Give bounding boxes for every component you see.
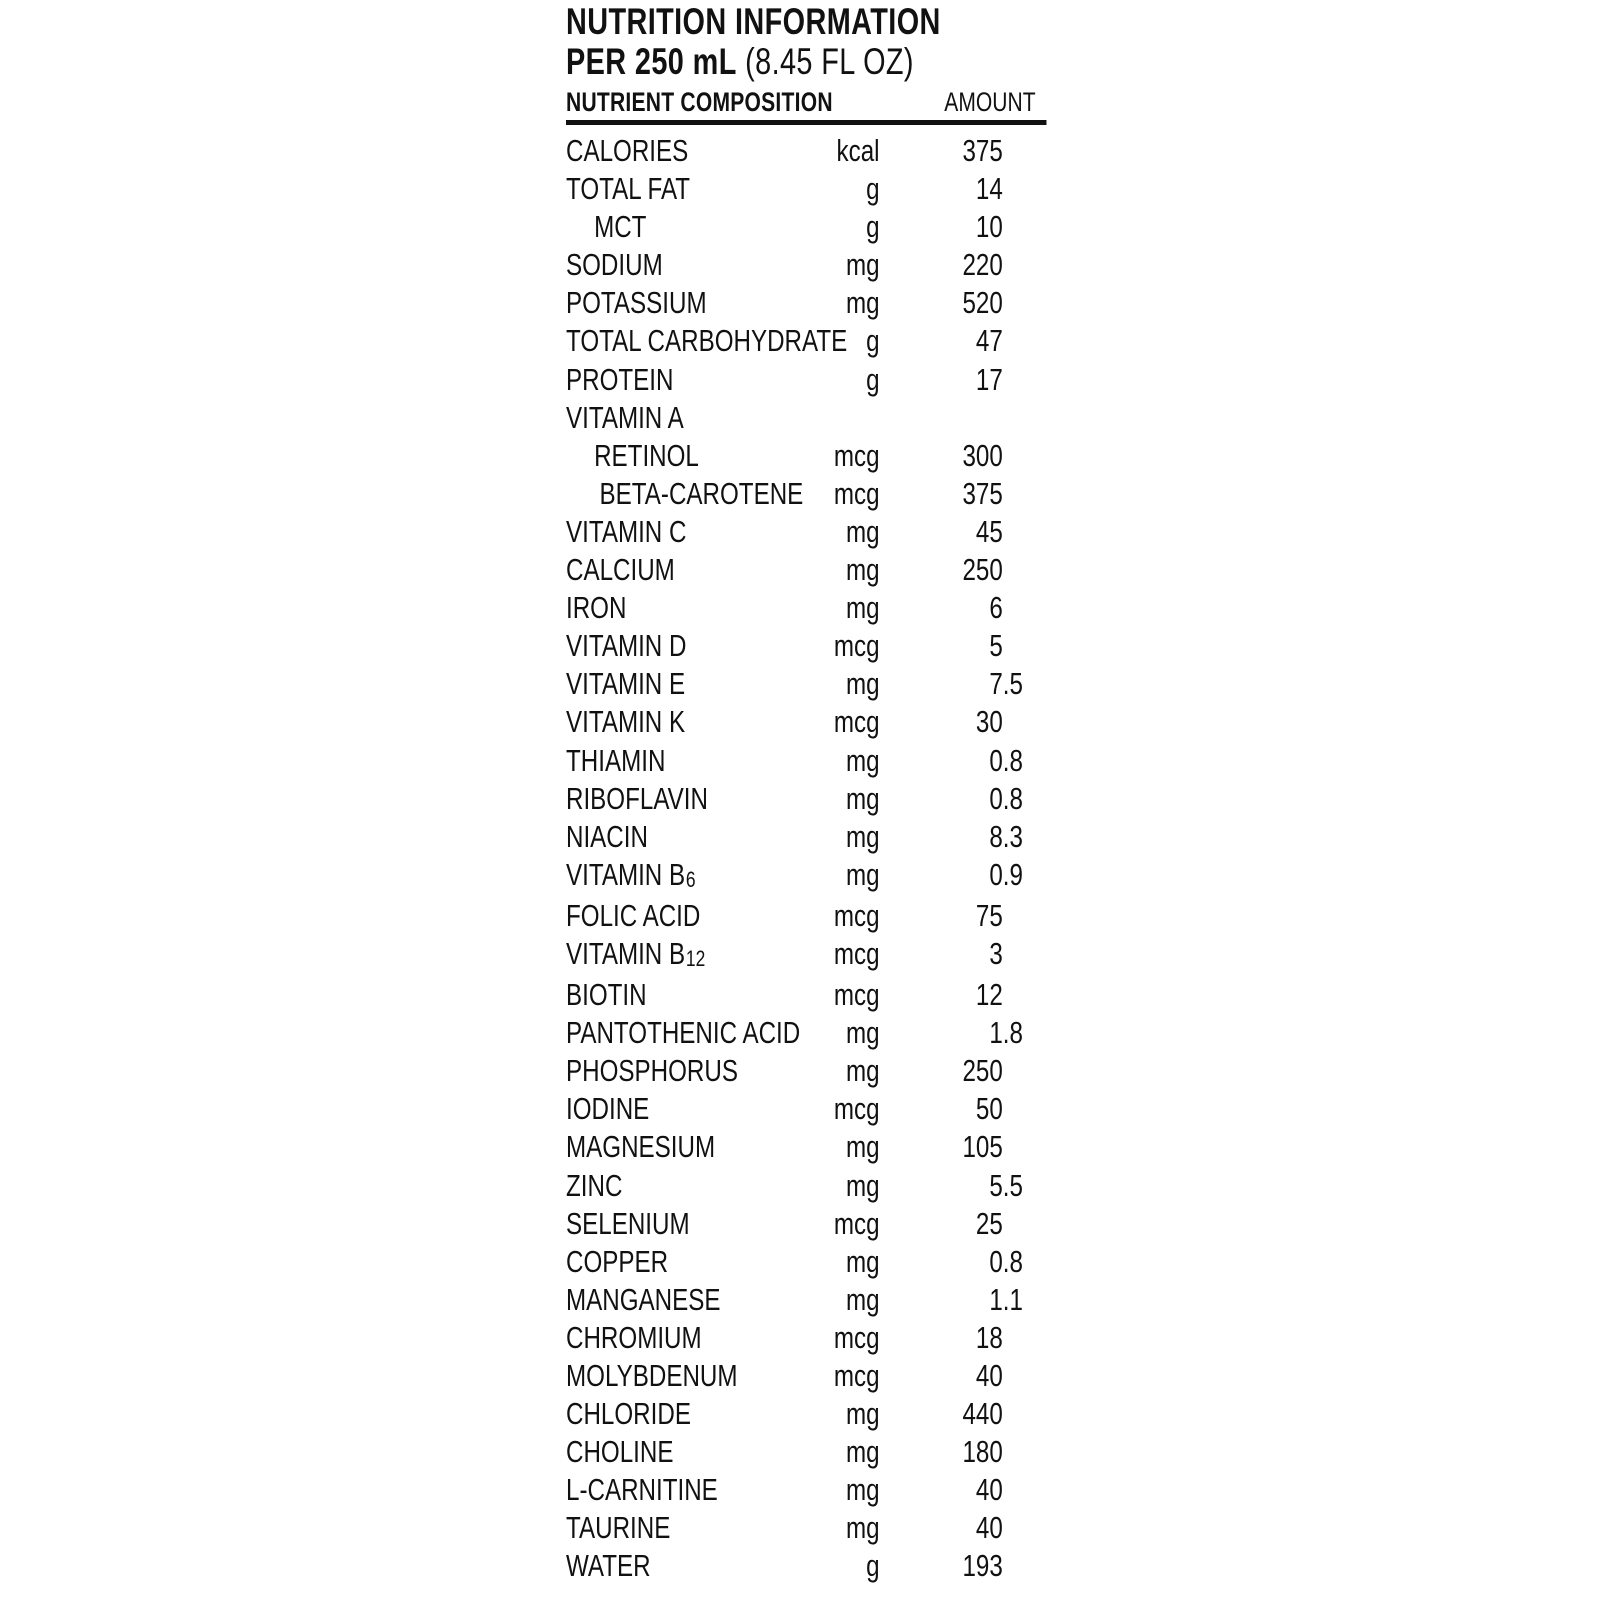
nutrient-name: SELENIUM [566, 1205, 690, 1241]
table-row [566, 170, 1046, 208]
table-row [566, 1243, 1046, 1281]
nutrient-unit: mg [845, 742, 880, 778]
nutrient-amount-whole: 45 [975, 513, 1003, 549]
nutrient-unit: mg [845, 666, 880, 702]
nutrient-unit: mg [845, 1167, 880, 1203]
nutrient-amount-whole: 17 [975, 361, 1003, 397]
nutrient-name: WATER [566, 1548, 651, 1584]
nutrient-name: CHLORIDE [566, 1396, 691, 1432]
nutrient-name: COPPER [566, 1243, 669, 1279]
nutrient-unit: g [866, 171, 880, 207]
nutrient-amount-whole: 0 [989, 856, 1003, 892]
nutrient-unit: mcg [833, 437, 880, 473]
nutrient-amount-whole: 250 [962, 1053, 1003, 1089]
nutrient-unit: mg [845, 1053, 880, 1089]
table-row [566, 627, 1046, 665]
nutrient-name: IRON [566, 590, 627, 626]
table-row [566, 780, 1046, 818]
nutrient-unit: mg [845, 1281, 880, 1317]
nutrient-amount-whole: 375 [962, 475, 1003, 511]
nutrient-amount-whole: 180 [962, 1434, 1003, 1470]
column-header-row [566, 87, 1046, 117]
table-row [566, 589, 1046, 627]
table-row [566, 208, 1046, 246]
nutrient-name: VITAMIN K [566, 704, 686, 740]
nutrient-amount-whole: 40 [975, 1510, 1003, 1546]
table-row [566, 284, 1046, 322]
table-row [566, 322, 1046, 360]
nutrient-table [566, 132, 1046, 1586]
nutrient-amount-fraction [1003, 170, 1047, 208]
nutrient-amount-fraction [1003, 322, 1047, 360]
nutrient-unit: mg [845, 247, 880, 283]
nutrient-name: RETINOL [594, 437, 699, 473]
nutrient-unit: mg [845, 1396, 880, 1432]
nutrient-name-subscript: 6 [685, 867, 696, 892]
nutrient-unit: mcg [833, 475, 880, 511]
nutrient-unit: mg [845, 1510, 880, 1546]
nutrient-amount-fraction [1003, 589, 1047, 627]
nutrient-name: TOTAL FAT [566, 171, 691, 207]
nutrient-unit: mcg [833, 628, 880, 664]
nutrition-label [566, 2, 1046, 1586]
nutrient-name: RIBOFLAVIN [566, 780, 708, 816]
nutrient-name: IODINE [566, 1091, 650, 1127]
nutrient-amount-whole: 0 [989, 742, 1003, 778]
nutrient-unit: mcg [833, 1319, 880, 1355]
nutrient-amount-whole: 440 [962, 1396, 1003, 1432]
nutrient-name: MOLYBDENUM [566, 1358, 738, 1393]
nutrient-unit: g [866, 1548, 880, 1584]
nutrient-name: POTASSIUM [566, 285, 707, 321]
table-row [566, 1547, 1046, 1585]
nutrient-amount-whole: 8 [989, 818, 1003, 854]
nutrient-amount-fraction [1003, 1547, 1047, 1585]
nutrient-amount-fraction [1003, 935, 1047, 976]
nutrient-amount-whole: 10 [975, 209, 1003, 245]
table-row [566, 976, 1046, 1014]
nutrient-name: TAURINE [566, 1510, 671, 1546]
nutrient-name: TOTAL CARBOHYDRATE [566, 323, 848, 359]
nutrient-name: CALCIUM [566, 552, 675, 588]
nutrient-amount-whole: 0 [989, 780, 1003, 816]
nutrient-name: PANTOTHENIC ACID [566, 1015, 801, 1051]
table-row [566, 132, 1046, 170]
table-row [566, 1052, 1046, 1090]
column-header-amount: AMOUNT [944, 87, 1036, 117]
table-row [566, 1395, 1046, 1433]
nutrient-amount-whole: 40 [975, 1358, 1003, 1393]
nutrient-amount-fraction [1003, 703, 1047, 741]
serving-size-regular: (8.45 FL OZ) [745, 41, 914, 82]
nutrient-amount-whole: 75 [975, 897, 1003, 933]
nutrient-amount-fraction [1003, 1357, 1047, 1395]
nutrient-amount-whole: 3 [989, 935, 1003, 971]
nutrient-amount-whole: 12 [975, 977, 1003, 1013]
nutrient-amount-fraction [1003, 1471, 1047, 1509]
nutrient-name: NIACIN [566, 818, 648, 854]
table-row [566, 1205, 1046, 1243]
nutrient-amount-whole: 5 [989, 628, 1003, 664]
nutrient-amount-fraction: .9 [1002, 856, 1023, 892]
nutrient-amount-whole: 520 [962, 285, 1003, 321]
nutrient-amount-whole: 300 [962, 437, 1003, 473]
nutrient-unit: mg [845, 1015, 880, 1051]
nutrient-amount-fraction: .8 [1002, 1243, 1023, 1279]
nutrient-amount-fraction [1003, 1433, 1047, 1471]
nutrient-amount-whole: 30 [975, 704, 1003, 740]
nutrient-unit: mcg [833, 935, 880, 971]
nutrient-name: BETA-CAROTENE [599, 475, 804, 511]
nutrient-amount-whole: 375 [962, 133, 1003, 168]
nutrient-unit: mg [845, 856, 880, 892]
nutrient-amount-whole: 18 [975, 1319, 1003, 1355]
nutrient-unit: g [866, 361, 880, 397]
nutrient-name: MANGANESE [566, 1281, 721, 1317]
nutrient-amount-fraction: .8 [1002, 742, 1023, 778]
nutrient-unit [794, 399, 880, 437]
serving-size-line [566, 42, 1046, 82]
nutrient-amount-fraction [1003, 437, 1047, 475]
nutrient-amount-fraction [1003, 513, 1047, 551]
nutrient-unit: mcg [833, 1358, 880, 1393]
nutrient-amount-fraction: .5 [1002, 666, 1023, 702]
table-row [566, 399, 1046, 437]
nutrient-amount-fraction [1003, 246, 1047, 284]
nutrient-amount-fraction [1003, 1205, 1047, 1243]
table-row [566, 246, 1046, 284]
nutrient-amount-fraction [1003, 1509, 1047, 1547]
table-row [566, 1319, 1046, 1357]
column-header-nutrient: NUTRIENT COMPOSITION [566, 87, 833, 117]
nutrient-unit: mg [845, 1129, 880, 1165]
nutrient-amount-whole: 14 [975, 171, 1003, 207]
nutrient-amount-whole: 220 [962, 247, 1003, 283]
table-row [566, 818, 1046, 856]
nutrient-amount-whole: 6 [989, 590, 1003, 626]
nutrient-amount-whole: 1 [989, 1015, 1003, 1051]
nutrient-amount-fraction [1003, 399, 1047, 437]
nutrient-amount-fraction: .8 [1002, 1015, 1023, 1051]
nutrient-amount-whole: 25 [975, 1205, 1003, 1241]
nutrient-amount-fraction [1003, 132, 1047, 170]
table-row [566, 513, 1046, 551]
table-row [566, 1167, 1046, 1205]
nutrient-amount-whole [880, 399, 1003, 437]
nutrient-name: VITAMIN E [566, 666, 686, 702]
nutrient-amount-fraction [1003, 627, 1047, 665]
nutrient-unit: mg [845, 1243, 880, 1279]
nutrient-amount-fraction [1003, 208, 1047, 246]
nutrient-unit: kcal [836, 133, 880, 168]
nutrient-name: CHOLINE [566, 1434, 674, 1470]
nutrient-amount-whole: 105 [962, 1129, 1003, 1165]
nutrient-amount-fraction [1003, 475, 1047, 513]
header-divider [566, 120, 1046, 125]
table-row [566, 897, 1046, 935]
nutrient-amount-whole: 47 [975, 323, 1003, 359]
nutrient-amount-fraction: .1 [1002, 1281, 1023, 1317]
table-row [566, 1090, 1046, 1128]
nutrient-name: VITAMIN D [566, 628, 687, 664]
nutrient-amount-whole: 50 [975, 1091, 1003, 1127]
table-row [566, 1433, 1046, 1471]
nutrient-amount-fraction [1003, 897, 1047, 935]
table-row [566, 703, 1046, 741]
nutrient-amount-whole: 7 [989, 666, 1003, 702]
nutrient-name: VITAMIN C [566, 513, 687, 549]
nutrient-unit: mcg [833, 704, 880, 740]
table-row [566, 856, 1046, 897]
nutrient-amount-fraction: .3 [1002, 818, 1023, 854]
nutrient-name: BIOTIN [566, 977, 647, 1013]
nutrient-unit: mg [845, 552, 880, 588]
table-row [566, 1281, 1046, 1319]
nutrient-name: VITAMIN B6 [566, 856, 696, 892]
nutrient-unit: mg [845, 285, 880, 321]
nutrient-amount-whole: 5 [989, 1167, 1003, 1203]
table-row [566, 1014, 1046, 1052]
table-row [566, 665, 1046, 703]
serving-size-bold: PER 250 mL [566, 41, 737, 82]
nutrient-unit: mcg [833, 1091, 880, 1127]
table-row [566, 475, 1046, 513]
table-row [566, 551, 1046, 589]
nutrient-unit: g [866, 323, 880, 359]
nutrient-name: MAGNESIUM [566, 1129, 716, 1165]
nutrient-unit: mcg [833, 1205, 880, 1241]
label-title: NUTRITION INFORMATION [566, 1, 941, 42]
nutrient-unit: mcg [833, 977, 880, 1013]
nutrient-amount-fraction [1003, 1090, 1047, 1128]
table-row [566, 1357, 1046, 1395]
nutrient-amount-fraction [1003, 284, 1047, 322]
nutrient-amount-whole: 193 [962, 1548, 1003, 1584]
nutrient-amount-fraction [1003, 551, 1047, 589]
nutrient-amount-fraction [1003, 1052, 1047, 1090]
nutrient-amount-whole: 1 [989, 1281, 1003, 1317]
table-row [566, 742, 1046, 780]
nutrient-amount-fraction [1003, 976, 1047, 1014]
table-row [566, 437, 1046, 475]
nutrient-name: SODIUM [566, 247, 663, 283]
nutrient-name: THIAMIN [566, 742, 666, 778]
nutrient-amount-whole: 250 [962, 552, 1003, 588]
nutrient-amount-fraction [1003, 1128, 1047, 1166]
nutrient-amount-fraction [1003, 1395, 1047, 1433]
nutrient-name: CHROMIUM [566, 1319, 702, 1355]
nutrient-name: VITAMIN A [566, 399, 684, 435]
nutrient-amount-fraction [1003, 361, 1047, 399]
nutrient-unit: mg [845, 1434, 880, 1470]
nutrient-name: CALORIES [566, 133, 689, 168]
nutrient-amount-fraction: .8 [1002, 780, 1023, 816]
nutrient-name-subscript: 12 [685, 946, 706, 972]
nutrient-name: VITAMIN B12 [566, 935, 706, 972]
nutrient-amount-fraction: .5 [1002, 1167, 1023, 1203]
nutrient-amount-fraction [1003, 1319, 1047, 1357]
nutrient-amount-whole: 0 [989, 1243, 1003, 1279]
nutrient-name: PROTEIN [566, 361, 674, 397]
nutrient-unit: mg [845, 818, 880, 854]
nutrient-unit: mg [845, 1472, 880, 1508]
nutrient-name: L-CARNITINE [566, 1472, 718, 1508]
nutrient-unit: mcg [833, 897, 880, 933]
nutrient-amount-whole: 40 [975, 1472, 1003, 1508]
table-row [566, 361, 1046, 399]
nutrient-name: FOLIC ACID [566, 897, 701, 933]
table-row [566, 935, 1046, 976]
table-row [566, 1471, 1046, 1509]
nutrient-name: MCT [594, 209, 647, 245]
nutrient-unit: g [866, 209, 880, 245]
nutrient-unit: mg [845, 513, 880, 549]
nutrient-unit: mg [845, 780, 880, 816]
table-row [566, 1128, 1046, 1166]
table-row [566, 1509, 1046, 1547]
nutrient-name: ZINC [566, 1167, 623, 1203]
nutrient-name: PHOSPHORUS [566, 1053, 738, 1089]
nutrient-unit: mg [845, 590, 880, 626]
